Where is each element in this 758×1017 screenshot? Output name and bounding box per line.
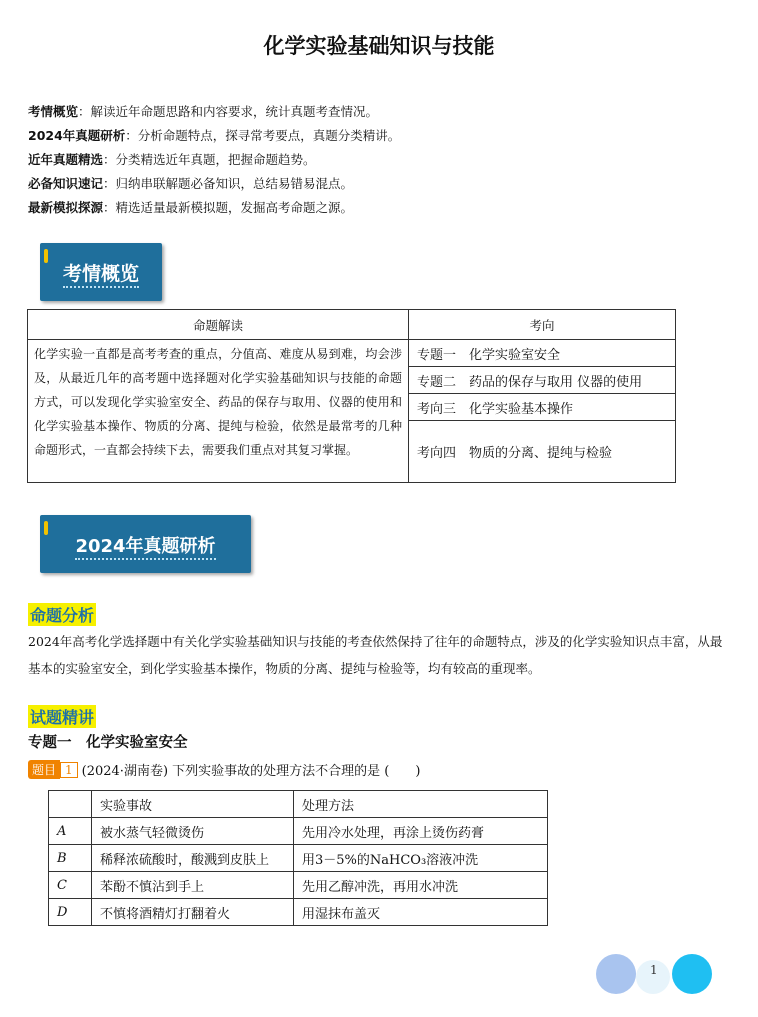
overview-header-direction: 考向 bbox=[409, 310, 676, 340]
intro-text: ：分析命题特点，探寻常考要点，真题分类精讲。 bbox=[125, 128, 401, 143]
intro-line bbox=[28, 172, 400, 196]
page-number-badge bbox=[596, 954, 714, 994]
document-title: 化学实验基础知识与技能 bbox=[263, 34, 495, 58]
table-cell: 用3－5%的NaHCO₃溶液冲洗 bbox=[294, 845, 548, 872]
overview-item: 考向四 物质的分离、提纯与检验 bbox=[409, 421, 676, 483]
table-cell: 不慎将酒精灯打翻着火 bbox=[92, 899, 294, 926]
table-cell: 先用冷水处理，再涂上烫伤药膏 bbox=[294, 818, 548, 845]
option-letter: B bbox=[49, 845, 92, 872]
question-label: 题目 bbox=[28, 760, 60, 779]
option-letter: C bbox=[49, 872, 92, 899]
intro-label: 最新模拟探源 bbox=[28, 200, 104, 215]
table-cell: 被水蒸气轻微烫伤 bbox=[92, 818, 294, 845]
page-number: 1 bbox=[650, 963, 658, 977]
table-cell: 用湿抹布盖灭 bbox=[294, 899, 548, 926]
intro-line bbox=[28, 124, 400, 148]
table-cell bbox=[49, 791, 92, 818]
intro-line bbox=[28, 196, 400, 220]
intro-list bbox=[28, 100, 400, 220]
lecture-heading: 试题精讲 bbox=[28, 705, 96, 728]
question-line bbox=[28, 760, 420, 779]
question-table bbox=[48, 790, 548, 926]
question-text: (2024·湖南卷) 下列实验事故的处理方法不合理的是 ( ) bbox=[81, 764, 421, 779]
table-row bbox=[49, 899, 548, 926]
intro-label: 2024年真题研析 bbox=[28, 128, 126, 143]
option-letter: A bbox=[49, 818, 92, 845]
analysis-heading: 命题分析 bbox=[28, 603, 96, 626]
table-row bbox=[49, 845, 548, 872]
intro-text: ：归纳串联解题必备知识，总结易错易混点。 bbox=[103, 176, 354, 191]
table-cell: 先用乙醇冲洗，再用水冲洗 bbox=[294, 872, 548, 899]
banner-title: 2024年真题研析 bbox=[75, 536, 215, 560]
question-number: 1 bbox=[60, 762, 78, 778]
overview-description: 化学实验一直都是高考考查的重点，分值高、难度从易到难，均会涉及，从最近几年的高考题中选择题对化学实验基础知识与技能的命题方式，可以发现化学实验室安全、药品的保存与取用、仪器的使用和化学实验基本操作、物质的分离、提纯与检验，依然是最常考的几种命题形式，一直都会持续下去，需要我们重点对其复习掌握。 bbox=[28, 340, 409, 483]
intro-text: ：解读近年命题思路和内容要求，统计真题考查情况。 bbox=[78, 104, 379, 119]
table-row bbox=[49, 872, 548, 899]
section-banner-overview bbox=[40, 243, 162, 301]
intro-label: 必备知识速记 bbox=[28, 176, 104, 191]
intro-label: 近年真题精选 bbox=[28, 152, 104, 167]
table-header-row bbox=[49, 791, 548, 818]
overview-header-interpretation: 命题解读 bbox=[28, 310, 409, 340]
option-letter: D bbox=[49, 899, 92, 926]
table-cell: 苯酚不慎沾到手上 bbox=[92, 872, 294, 899]
table-cell: 稀释浓硫酸时，酸溅到皮肤上 bbox=[92, 845, 294, 872]
section-banner-analysis bbox=[40, 515, 251, 573]
overview-item: 专题二 药品的保存与取用 仪器的使用 bbox=[409, 367, 676, 394]
intro-line bbox=[28, 100, 400, 124]
intro-text: ：精选适量最新模拟题，发掘高考命题之源。 bbox=[103, 200, 354, 215]
analysis-text: 2024年高考化学选择题中有关化学实验基础知识与技能的考查依然保持了往年的命题特点，涉及的化学实验知识点丰富，从最基本的实验室安全，到化学实验基本操作，物质的分离、提纯与检验等，均有较高的重现率。 bbox=[28, 634, 723, 676]
overview-item: 专题一 化学实验室安全 bbox=[409, 340, 676, 367]
intro-line bbox=[28, 148, 400, 172]
topic-title: 专题一 化学实验室安全 bbox=[28, 735, 188, 751]
table-cell: 实验事故 bbox=[92, 791, 294, 818]
intro-label: 考情概览 bbox=[28, 104, 79, 119]
overview-table bbox=[27, 309, 676, 483]
banner-title: 考情概览 bbox=[63, 263, 139, 288]
intro-text: ：分类精选近年真题，把握命题趋势。 bbox=[103, 152, 316, 167]
overview-item: 考向三 化学实验基本操作 bbox=[409, 394, 676, 421]
table-cell: 处理方法 bbox=[294, 791, 548, 818]
table-row bbox=[49, 818, 548, 845]
